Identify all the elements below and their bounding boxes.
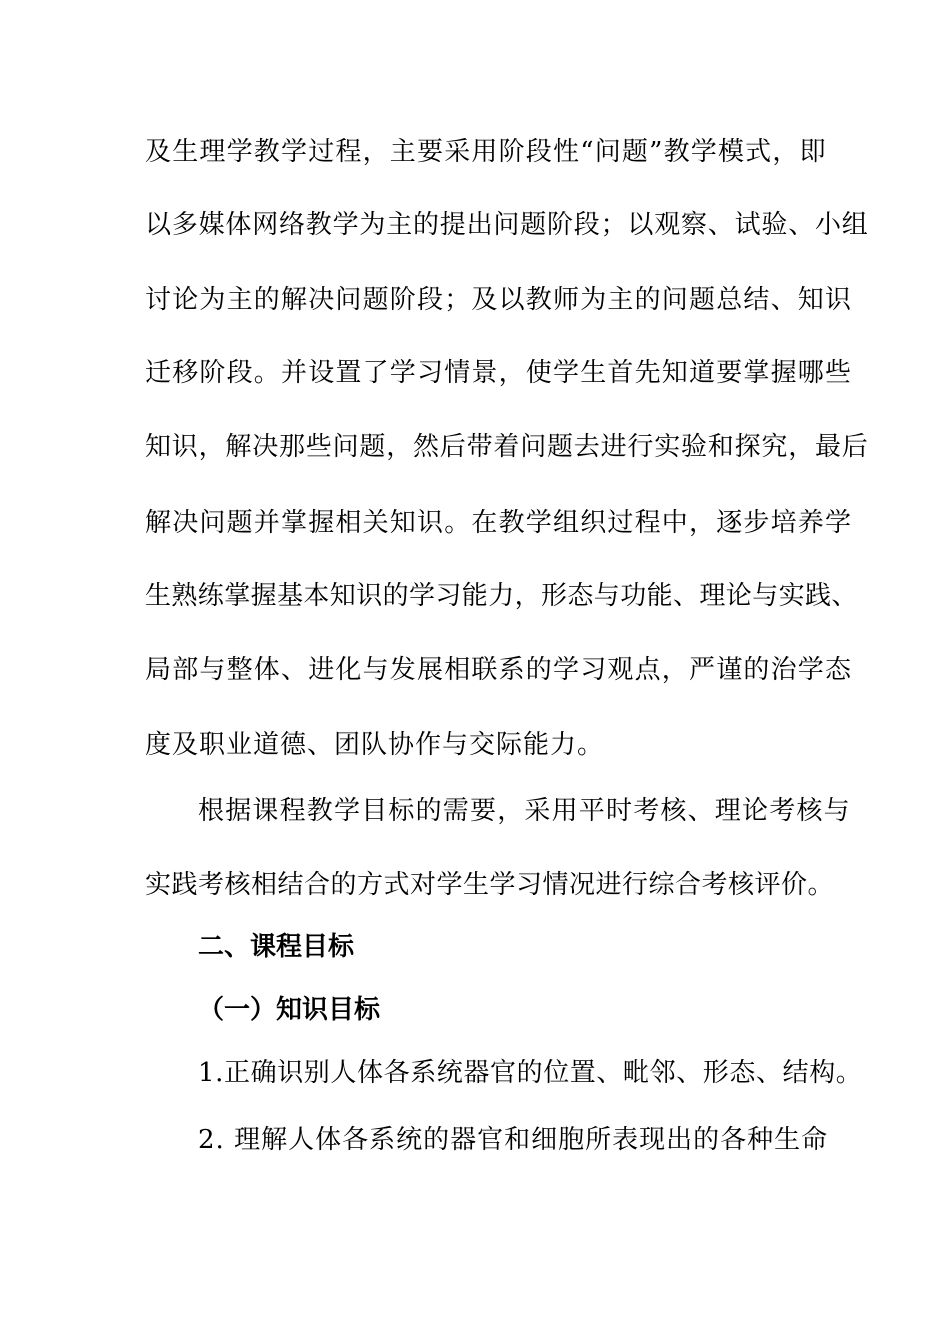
subsection-heading: （一）知识目标 — [198, 995, 381, 1025]
body-text-line: 迁移阶段。并设置了学习情景，使学生首先知道要掌握哪些 — [145, 358, 853, 388]
list-item: 1.正确识别人体各系统器官的位置、毗邻、形态、结构。 — [198, 1058, 863, 1088]
body-text-line: 以多媒体网络教学为主的提出问题阶段；以观察、试验、小组 — [145, 210, 869, 240]
body-text-line: 解决问题并掌握相关知识。在教学组织过程中，逐步培养学 — [145, 508, 853, 538]
body-text-line: 度及职业道德、团队协作与交际能力。 — [145, 730, 605, 760]
body-text-line: 讨论为主的解决问题阶段；及以教师为主的问题总结、知识 — [145, 285, 853, 315]
body-text-line: 根据课程教学目标的需要，采用平时考核、理论考核与 — [198, 796, 851, 826]
body-text-line: 生熟练掌握基本知识的学习能力，形态与功能、理论与实践、 — [145, 581, 858, 611]
body-text-line: 及生理学教学过程，主要采用阶段性“问题”教学模式，即 — [145, 137, 827, 167]
section-heading: 二、课程目标 — [198, 932, 355, 962]
list-item: 2. 理解人体各系统的器官和细胞所表现出的各种生命 — [198, 1125, 829, 1155]
body-text-line: 局部与整体、进化与发展相联系的学习观点，严谨的治学态 — [145, 655, 853, 685]
body-text-line: 实践考核相结合的方式对学生学习情况进行综合考核评价。 — [145, 870, 835, 900]
body-text-line: 知识，解决那些问题，然后带着问题去进行实验和探究，最后 — [145, 432, 869, 462]
